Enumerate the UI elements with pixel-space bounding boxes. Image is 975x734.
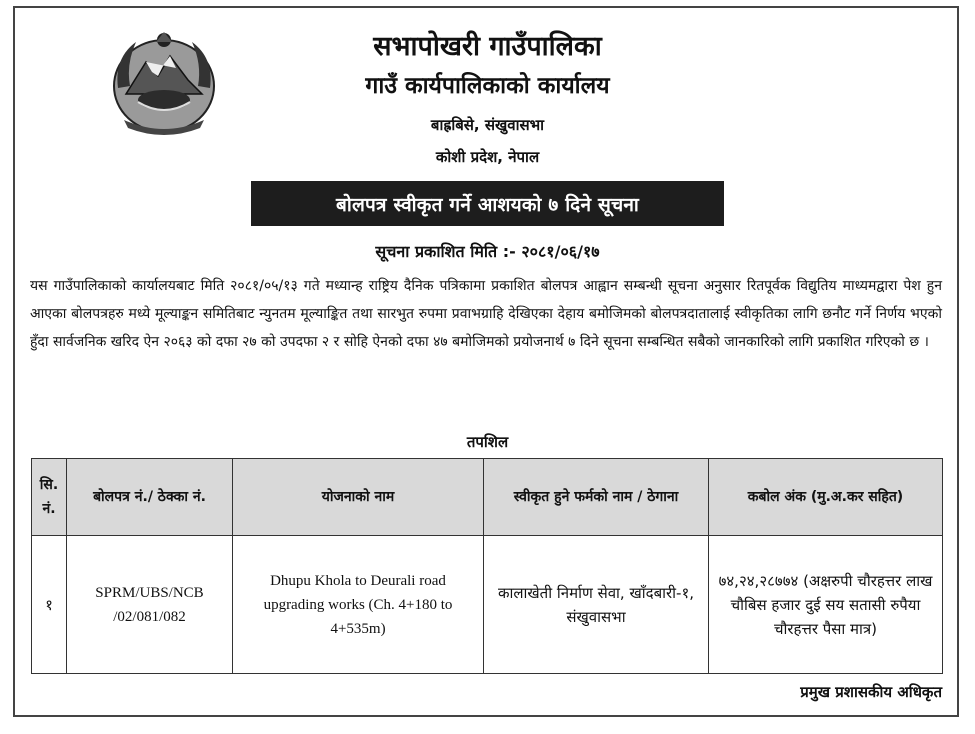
office-name: सभापोखरी गाउँपालिका: [373, 31, 602, 62]
header-bid-number: बोलपत्र नं./ ठेक्का नं.: [67, 459, 233, 536]
address-line-2: कोशी प्रदेश, नेपाल: [435, 148, 540, 166]
award-details-table: [31, 458, 943, 674]
header-firm-name-address: स्वीकृत हुने फर्मको नाम / ठेगाना: [484, 459, 709, 536]
table-row: [32, 536, 943, 674]
cell-project-name: Dhupu Khola to Deurali road upgrading works (Ch. 4+180 to 4+535m): [233, 536, 484, 674]
cell-bid-number: SPRM/UBS/NCB /02/081/082: [67, 536, 233, 674]
header-project-name: योजनाको नाम: [233, 459, 484, 536]
header-serial-number: सि. नं.: [32, 459, 67, 536]
address-line-1: बाह्रबिसे, संखुवासभा: [430, 116, 545, 134]
cell-serial-number: १: [32, 536, 67, 674]
department-name: गाउँ कार्यपालिकाको कार्यालय: [365, 73, 610, 99]
notice-body: यस गाउँपालिकाको कार्यालयबाट मिति २०८१/०५/१३ गते मध्यान्ह राष्ट्रिय दैनिक पत्रिकामा प्रकाशित बोलपत्र आह्वान सम्बन्धी सूचना अनुसार रितपूर्वक विद्युतिय माध्यमद्वारा पेश हुन आएका बोलपत्रहरु मध्ये मूल्याङ्कन समितिबाट न्युनतम मूल्याङ्कित तथा सारभुत रुपमा प्रवाभग्राहि देखिएका देहाय बमोजिमको बोलपत्रदातालाई स्वीकृतिका लागि छनौट गर्ने निर्णय भएको हुँदा सार्वजनिक खरिद ऐन २०६३ को दफा २७ को उपदफा २ र सोहि ऐनको दफा ४७ बमोजिमको प्रयोजनार्थ ७ दिने सूचना सम्बन्धित सबैको जानकारिको लागि प्रकाशित गरिएको छ ।: [30, 278, 942, 350]
published-date: सूचना प्रकाशित मिति :- २०८१/०६/१७: [375, 242, 600, 261]
cell-firm-name-address: कालाखेती निर्माण सेवा, खाँदबारी-१, संखुवासभा: [484, 536, 709, 674]
cell-bid-amount: ७४,२४,२८७७४ (अक्षरुपी चौरहत्तर लाख चौबिस हजार दुई सय सतासी रुपैया चौरहत्तर पैसा मात्र): [709, 536, 943, 674]
table-title: तपशिल: [466, 433, 509, 451]
notice-title: बोलपत्र स्वीकृत गर्ने आशयको ७ दिने सूचना: [335, 193, 640, 216]
notice-title-banner: [251, 181, 724, 226]
signatory-title: प्रमुख प्रशासकीय अधिकृत: [800, 683, 942, 701]
table-header-row: [32, 459, 943, 536]
header-bid-amount: कबोल अंक (मु.अ.कर सहित): [709, 459, 943, 536]
